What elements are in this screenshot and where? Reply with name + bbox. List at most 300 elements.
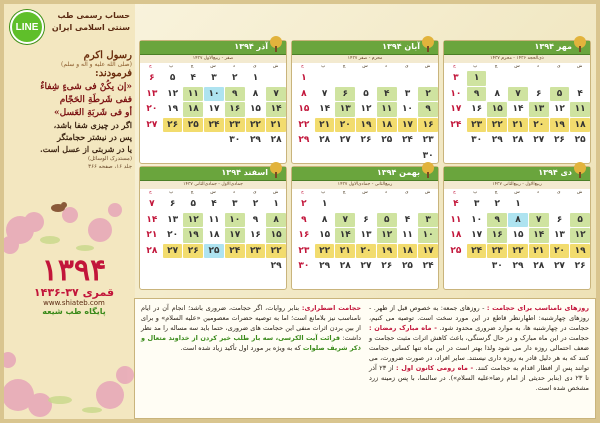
day-cell[interactable]: ۲۰: [335, 118, 355, 133]
weekday-row: [140, 63, 286, 70]
day-grid: [294, 71, 438, 163]
day-cell[interactable]: ۲: [418, 87, 438, 102]
day-cell[interactable]: ۲۵: [574, 135, 586, 146]
hadith-source: جلد ۱۶، صفحه ۳۶۶: [88, 164, 132, 170]
day-cell[interactable]: ۲۴: [225, 244, 245, 259]
day-cell[interactable]: ۵: [190, 199, 197, 210]
weekday-row: [140, 189, 286, 196]
weekday-label: س: [514, 190, 520, 195]
day-cell: [377, 149, 397, 164]
day-cell[interactable]: ۶: [556, 214, 563, 225]
day-cell: [294, 275, 314, 290]
day-cell: [356, 149, 376, 164]
day-cell[interactable]: ۸: [301, 88, 307, 99]
day-cell: [529, 197, 549, 212]
weekday-label: س: [362, 190, 368, 195]
site-url[interactable]: www.shiateb.com: [43, 299, 105, 307]
day-cell[interactable]: ۲۲: [487, 118, 507, 133]
day-cell[interactable]: ۲۹: [298, 135, 310, 146]
line-badge-text: LINE: [15, 21, 39, 33]
day-cell[interactable]: ۲۴: [422, 261, 434, 272]
weekday-label: ج: [300, 64, 304, 69]
day-cell[interactable]: ۲۰: [356, 244, 376, 259]
day-cell[interactable]: ۱۹: [550, 118, 570, 133]
hadith-block: [8, 50, 132, 170]
account-subtitle: سنتی اسلامی ایران: [51, 23, 130, 32]
day-cell[interactable]: ۲۱: [508, 118, 528, 133]
day-cell[interactable]: ۸: [266, 213, 286, 228]
day-cell[interactable]: ۲۵: [450, 245, 462, 256]
day-cell[interactable]: ۲۷: [163, 244, 183, 259]
day-cell[interactable]: ۲۳: [422, 135, 434, 146]
hadith-line: رسول اکرم: [83, 50, 132, 61]
weekday-label: س: [210, 64, 216, 69]
month-header: [292, 167, 438, 181]
day-cell[interactable]: ۱۴: [512, 104, 524, 115]
day-cell[interactable]: ۲۹: [319, 261, 331, 272]
day-cell[interactable]: ۱۸: [183, 102, 203, 117]
day-cell[interactable]: ۱۰: [225, 213, 245, 228]
day-cell[interactable]: ۱۳: [167, 214, 179, 225]
day-cell: [467, 259, 487, 274]
day-cell[interactable]: ۲۹: [512, 261, 524, 272]
day-cell[interactable]: ۲۵: [381, 135, 393, 146]
weekday-label: ش: [424, 190, 431, 195]
day-cell: [377, 71, 397, 86]
day-cell[interactable]: ۱۷: [418, 244, 438, 259]
weekday-label: ش: [576, 64, 583, 69]
month-calendar: [443, 40, 591, 164]
account-title: حساب رسمی طب: [57, 11, 130, 20]
day-cell[interactable]: ۱۶: [225, 102, 245, 117]
day-cell[interactable]: ۲۵: [204, 244, 224, 259]
day-cell[interactable]: ۱۶: [471, 104, 483, 115]
note-text: بنابر روایات، اگر حجامت، ضروری باشد؛ انجام آن در ایام نامناسب نیز بلامانع است؛ اما به توصیه حضرات معصومین «علیه السلام» و برای از بین بردن اثرات منفی این حجامت های ضروری، حتما باید سه مساله را مد نظر داشت:: [141, 304, 361, 342]
month-calendar: [139, 40, 287, 164]
day-cell[interactable]: ۱: [301, 73, 307, 84]
day-cell[interactable]: ۲: [494, 199, 501, 210]
line-logo-icon[interactable]: [10, 10, 44, 44]
day-cell[interactable]: ۳: [231, 199, 238, 210]
weekday-label: ج: [452, 64, 456, 69]
day-cell[interactable]: ۸: [252, 88, 259, 99]
day-cell[interactable]: ۲۲: [298, 119, 310, 130]
day-cell[interactable]: ۳۰: [491, 261, 503, 272]
day-cell[interactable]: ۳۰: [298, 261, 310, 272]
day-cell[interactable]: ۲۳: [246, 244, 266, 259]
day-cell: [163, 275, 183, 290]
day-cell[interactable]: ۲۹: [491, 135, 503, 146]
weekday-row: [444, 63, 590, 70]
weekday-label: ج: [148, 190, 152, 195]
month-calendar: [139, 166, 287, 290]
day-cell[interactable]: ۲۴: [467, 244, 487, 259]
day-cell[interactable]: ۳۰: [229, 135, 241, 146]
weekday-label: ی: [404, 64, 409, 69]
day-cell[interactable]: ۱۹: [183, 228, 203, 243]
day-cell[interactable]: ۱۴: [529, 228, 549, 243]
day-cell[interactable]: ۲۱: [529, 244, 549, 259]
note-text: - ماه رومی کانون اول :: [396, 364, 474, 372]
day-cell: [246, 259, 266, 274]
day-cell[interactable]: ۲۲: [266, 244, 286, 259]
day-cell[interactable]: ۱۷: [398, 118, 418, 133]
weekday-label: س: [362, 64, 368, 69]
tree-icon: [572, 35, 588, 53]
day-cell[interactable]: ۲۲: [315, 244, 335, 259]
day-cell[interactable]: ۳۰: [422, 150, 434, 161]
hadith-line: أو فی شَربَةِ العَسل»: [54, 108, 132, 118]
day-cell[interactable]: ۲۳: [298, 245, 310, 256]
day-cell: [266, 275, 286, 290]
day-cell[interactable]: ۵: [550, 87, 570, 102]
day-cell[interactable]: ۲۳: [487, 244, 507, 259]
day-cell[interactable]: ۷: [335, 213, 355, 228]
day-cell[interactable]: ۱۸: [208, 230, 220, 241]
day-cell: [529, 71, 549, 86]
day-cell[interactable]: ۱۶: [418, 118, 438, 133]
day-cell[interactable]: ۸: [321, 214, 328, 225]
weekday-label: پ: [321, 64, 326, 69]
month-calendar: [291, 40, 439, 164]
month-name: اسفند ۱۳۹۴: [221, 168, 268, 177]
day-cell[interactable]: ۹: [301, 214, 307, 225]
month-header: [292, 41, 438, 55]
day-cell: [225, 149, 245, 164]
day-cell[interactable]: ۶: [335, 87, 355, 102]
day-cell[interactable]: ۶: [535, 88, 542, 99]
note-text: حجامت اضطراری:: [301, 304, 362, 312]
day-cell: [142, 149, 162, 164]
day-cell[interactable]: ۷: [508, 87, 528, 102]
day-cell[interactable]: ۱۹: [167, 104, 179, 115]
day-cell[interactable]: ۹: [487, 213, 507, 228]
day-cell[interactable]: ۲۲: [508, 244, 528, 259]
day-cell[interactable]: ۴: [190, 73, 197, 84]
day-cell[interactable]: ۴: [453, 199, 459, 210]
day-cell[interactable]: ۱۸: [450, 230, 462, 241]
notes-column-left: [141, 303, 361, 414]
day-cell[interactable]: ۱۹: [570, 244, 590, 259]
weekday-label: ی: [404, 190, 409, 195]
day-cell[interactable]: ۴: [404, 214, 411, 225]
cupping-notes: [134, 298, 596, 419]
day-cell[interactable]: ۱۳: [553, 230, 565, 241]
day-cell[interactable]: ۲۷: [360, 261, 372, 272]
day-cell[interactable]: ۶: [363, 214, 369, 225]
day-cell: [467, 149, 487, 164]
day-cell[interactable]: ۱۸: [377, 118, 397, 133]
weekday-label: پ: [169, 190, 174, 195]
day-cell[interactable]: ۴: [377, 87, 397, 102]
day-cell[interactable]: ۱۹: [377, 244, 397, 259]
day-cell[interactable]: ۱۲: [360, 104, 372, 115]
month-hijri-range: ذی‌الحجه ۱۴۳۶ - محرم ۱۴۳۷: [444, 55, 590, 63]
weekday-row: [292, 63, 438, 70]
tree-icon: [572, 161, 588, 179]
day-cell[interactable]: ۲۷: [533, 135, 545, 146]
day-cell[interactable]: ۲۷: [146, 119, 158, 130]
day-cell[interactable]: ۳: [404, 88, 411, 99]
weekday-label: ش: [424, 64, 431, 69]
day-cell[interactable]: ۲۷: [553, 261, 565, 272]
month-hijri-range: جمادی‌الاول - جمادی‌الثانی ۱۴۳۷: [140, 181, 286, 189]
day-cell[interactable]: ۲۱: [146, 230, 158, 241]
month-header: [140, 41, 286, 55]
day-cell[interactable]: ۱۰: [401, 104, 413, 115]
day-cell: [163, 259, 183, 274]
day-cell: [570, 71, 590, 86]
weekday-row: [292, 189, 438, 196]
day-cell[interactable]: ۷: [149, 199, 155, 210]
day-cell[interactable]: ۱۳: [529, 102, 549, 117]
day-cell[interactable]: ۲۵: [401, 261, 413, 272]
day-cell[interactable]: ۱۷: [208, 104, 220, 115]
day-cell[interactable]: ۱۱: [401, 230, 413, 241]
day-cell[interactable]: ۱۵: [298, 104, 310, 115]
day-cell[interactable]: ۵: [377, 213, 397, 228]
day-cell: [398, 149, 418, 164]
day-cell[interactable]: ۲۴: [401, 135, 413, 146]
day-cell[interactable]: ۱۳: [360, 230, 372, 241]
site-name: پایگاه طب شیعه: [42, 307, 106, 316]
day-cell[interactable]: ۱۲: [570, 228, 590, 243]
day-cell[interactable]: ۱: [467, 71, 487, 86]
day-cell: [467, 275, 487, 290]
day-cell: [398, 71, 418, 86]
weekday-label: ج: [148, 64, 152, 69]
day-cell[interactable]: ۹: [252, 214, 259, 225]
day-cell: [446, 275, 466, 290]
day-cell[interactable]: ۷: [529, 213, 549, 228]
day-cell[interactable]: ۷: [266, 87, 286, 102]
day-cell[interactable]: ۲۳: [467, 118, 487, 133]
day-cell[interactable]: ۱۶: [487, 228, 507, 243]
day-cell: [315, 275, 335, 290]
day-cell[interactable]: ۱۵: [249, 104, 261, 115]
day-cell[interactable]: ۱۱: [377, 102, 397, 117]
month-calendar: [291, 166, 439, 290]
day-cell: [356, 71, 376, 86]
day-cell[interactable]: ۲۲: [246, 118, 266, 133]
day-cell[interactable]: ۱: [321, 199, 328, 210]
day-cell[interactable]: ۲۶: [163, 118, 183, 133]
day-cell[interactable]: ۱: [273, 199, 279, 210]
day-cell: [356, 275, 376, 290]
weekday-label: س: [514, 64, 520, 69]
day-cell[interactable]: ۱۸: [398, 244, 418, 259]
day-cell[interactable]: ۱۵: [319, 230, 331, 241]
day-cell: [183, 259, 203, 274]
weekday-label: د: [384, 190, 387, 195]
day-cell[interactable]: ۲: [252, 199, 259, 210]
day-cell: [204, 133, 224, 148]
day-cell: [335, 149, 355, 164]
day-cell[interactable]: ۲۸: [270, 135, 282, 146]
day-cell[interactable]: ۲۴: [204, 118, 224, 133]
month-hijri-range: ربیع‌الاول - ربیع‌الثانی ۱۴۳۷: [444, 181, 590, 189]
day-cell: [398, 275, 418, 290]
day-cell[interactable]: ۱۷: [225, 228, 245, 243]
day-cell[interactable]: ۴: [211, 199, 217, 210]
day-cell[interactable]: ۱۱: [208, 214, 220, 225]
day-cell[interactable]: ۱۰: [450, 88, 462, 99]
day-cell[interactable]: ۹: [418, 102, 438, 117]
day-cell[interactable]: ۲۸: [146, 245, 158, 256]
day-cell[interactable]: ۲۰: [550, 244, 570, 259]
day-cell[interactable]: ۱۰: [418, 228, 438, 243]
day-cell[interactable]: ۳: [453, 73, 459, 84]
month-name: آبان ۱۳۹۴: [382, 42, 420, 51]
day-cell[interactable]: ۱۷: [450, 104, 462, 115]
note-text: روزهای نامناسب برای حجامت :: [486, 304, 589, 312]
day-cell[interactable]: ۲۹: [270, 261, 282, 272]
day-cell[interactable]: ۵: [363, 88, 369, 99]
day-cell[interactable]: ۲۶: [183, 244, 203, 259]
day-cell[interactable]: ۱: [252, 73, 259, 84]
day-cell[interactable]: ۴: [577, 88, 583, 99]
day-cell[interactable]: ۲۰: [529, 118, 549, 133]
day-cell[interactable]: ۵: [169, 73, 176, 84]
day-cell[interactable]: ۶: [149, 73, 155, 84]
tree-icon: [268, 161, 284, 179]
weekday-label: پ: [473, 190, 478, 195]
day-cell[interactable]: ۲۸: [512, 135, 524, 146]
day-cell[interactable]: ۱۳: [146, 88, 158, 99]
day-cell[interactable]: ۶: [169, 199, 176, 210]
day-cell[interactable]: ۱۵: [512, 230, 524, 241]
month-header: [140, 167, 286, 181]
day-cell: [183, 133, 203, 148]
day-cell[interactable]: ۱۲: [183, 213, 203, 228]
weekday-label: ی: [556, 190, 561, 195]
day-cell[interactable]: ۲۸: [533, 261, 545, 272]
day-cell[interactable]: ۲۴: [450, 119, 462, 130]
day-cell[interactable]: ۳۰: [471, 135, 483, 146]
day-cell[interactable]: ۱۶: [249, 230, 261, 241]
day-cell: [225, 259, 245, 274]
weekday-label: چ: [342, 64, 346, 69]
day-cell[interactable]: ۷: [321, 88, 328, 99]
day-cell[interactable]: ۱۴: [266, 102, 286, 117]
day-cell[interactable]: ۳: [211, 73, 217, 84]
day-cell[interactable]: ۱۱: [183, 87, 203, 102]
day-cell[interactable]: ۱۴: [335, 228, 355, 243]
note-text: - ماه مبارک رمضان :: [369, 324, 437, 332]
month-calendar: [443, 166, 591, 290]
month-hijri-range: محرم - صفر ۱۴۳۷: [292, 55, 438, 63]
day-cell: [163, 149, 183, 164]
day-cell[interactable]: ۲: [301, 199, 307, 210]
day-cell[interactable]: ۱۲: [167, 88, 179, 99]
day-cell[interactable]: ۲۵: [183, 118, 203, 133]
day-cell[interactable]: ۲۶: [553, 135, 565, 146]
day-cell[interactable]: ۲۷: [339, 135, 351, 146]
day-cell: [142, 259, 162, 274]
day-cell[interactable]: ۱۸: [570, 118, 590, 133]
weekday-label: ش: [576, 190, 583, 195]
day-cell[interactable]: ۲۱: [266, 118, 286, 133]
day-cell[interactable]: ۳: [418, 213, 438, 228]
day-cell[interactable]: ۱۲: [377, 228, 397, 243]
day-cell[interactable]: ۲۳: [225, 118, 245, 133]
month-header: [444, 41, 590, 55]
weekday-label: ج: [300, 190, 304, 195]
day-cell[interactable]: ۱۶: [298, 230, 310, 241]
year-block: [24, 253, 124, 316]
day-cell: [570, 275, 590, 290]
day-cell: [377, 275, 397, 290]
day-cell[interactable]: ۱۷: [471, 230, 483, 241]
day-cell[interactable]: ۱۵: [266, 228, 286, 243]
day-cell: [246, 149, 266, 164]
day-cell[interactable]: ۱۴: [146, 214, 158, 225]
month-hijri-range: صفر - ربیع‌الاول ۱۴۳۷: [140, 55, 286, 63]
day-cell[interactable]: ۲۶: [381, 261, 393, 272]
day-cell: [446, 259, 466, 274]
day-cell[interactable]: ۵: [570, 213, 590, 228]
day-cell[interactable]: ۲۸: [319, 135, 331, 146]
day-cell[interactable]: ۱۳: [335, 102, 355, 117]
weekday-label: چ: [190, 190, 194, 195]
day-cell[interactable]: ۲۶: [360, 135, 372, 146]
day-cell[interactable]: ۱۱: [570, 102, 590, 117]
day-cell[interactable]: ۲۱: [315, 118, 335, 133]
day-cell[interactable]: ۲۸: [339, 261, 351, 272]
day-cell[interactable]: ۱۰: [471, 214, 483, 225]
weekday-label: د: [536, 64, 539, 69]
day-cell: [356, 197, 376, 212]
day-cell[interactable]: ۹: [467, 87, 487, 102]
left-panel: [4, 4, 132, 316]
day-cell[interactable]: ۱۱: [450, 214, 462, 225]
note-text: از ۲۳ آذر تا ۲۳ دی (بنابر حدیثی از امام رضا«علیه السلام»). در سالنما، با پس زمینه زرد مشخص شده است.: [369, 364, 589, 392]
day-cell: [550, 71, 570, 86]
day-cell: [266, 71, 286, 86]
day-cell: [418, 197, 438, 212]
weekday-label: د: [384, 64, 387, 69]
day-cell[interactable]: ۱۹: [356, 118, 376, 133]
day-cell[interactable]: ۱۴: [319, 104, 331, 115]
day-cell[interactable]: ۲۹: [249, 135, 261, 146]
day-cell: [204, 275, 224, 290]
day-cell[interactable]: ۱۵: [487, 102, 507, 117]
day-cell[interactable]: ۹: [225, 87, 245, 102]
weekday-label: ج: [452, 190, 456, 195]
day-cell[interactable]: ۱۲: [553, 104, 565, 115]
day-cell[interactable]: ۱۰: [204, 87, 224, 102]
day-cell[interactable]: ۸: [508, 213, 528, 228]
day-cell: [508, 71, 528, 86]
day-cell[interactable]: ۱: [515, 199, 521, 210]
day-cell: [508, 149, 528, 164]
weekday-row: [444, 189, 590, 196]
weekday-label: د: [536, 190, 539, 195]
day-cell[interactable]: ۲۱: [335, 244, 355, 259]
weekday-label: پ: [321, 190, 326, 195]
hadith-line: اگر در چیزی شفا باشد،: [53, 120, 132, 130]
day-cell: [204, 149, 224, 164]
day-cell: [183, 149, 203, 164]
day-cell[interactable]: ۲۰: [167, 230, 179, 241]
day-cell[interactable]: ۲: [231, 73, 238, 84]
month-name: مهر ۱۳۹۴: [534, 42, 572, 51]
day-cell[interactable]: ۸: [494, 88, 501, 99]
hadith-line: ففی شَرطَةِ الحَجّام: [59, 95, 132, 105]
day-cell[interactable]: ۲۰: [146, 104, 158, 115]
day-cell[interactable]: ۲۶: [574, 261, 586, 272]
day-cell[interactable]: ۳: [473, 199, 480, 210]
